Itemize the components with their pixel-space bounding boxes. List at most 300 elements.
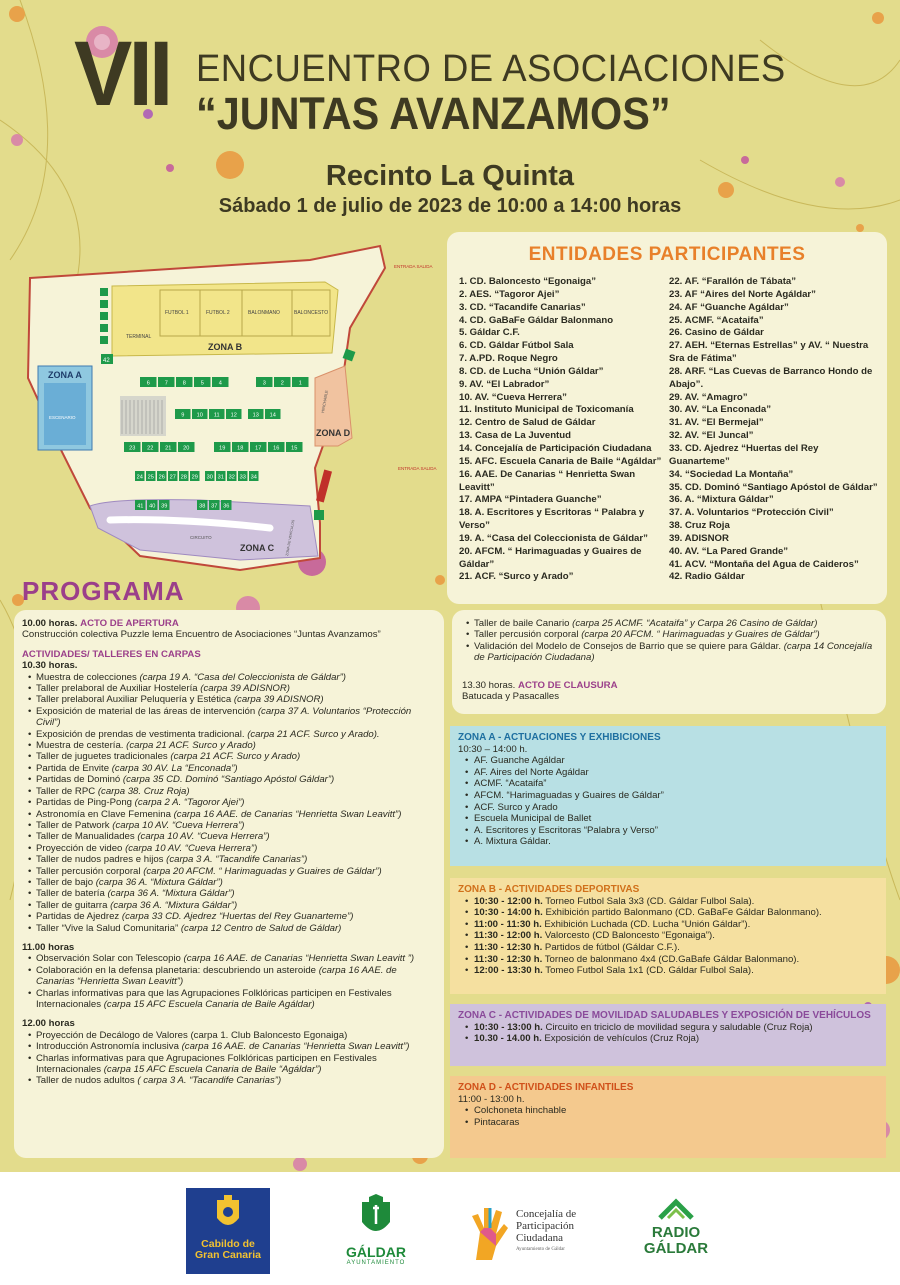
edition-numeral: VII bbox=[74, 23, 170, 125]
zone-c-list bbox=[474, 1022, 878, 1045]
activity-location: (carpa 14 Concejalía de Participación Ciudadana) bbox=[474, 640, 873, 664]
opening-title: ACTO DE APERTURA bbox=[80, 618, 179, 629]
activity-location: (carpa 3 A. “Tacandife Canarias”) bbox=[166, 854, 308, 866]
activity-name: Muestra de colecciones bbox=[36, 671, 140, 683]
radio-galdar-logo bbox=[636, 1196, 716, 1266]
activity-item bbox=[36, 672, 436, 683]
tent-label: 10 bbox=[196, 412, 203, 419]
tent-label: 6 bbox=[146, 380, 150, 387]
entities-column-2 bbox=[669, 276, 878, 584]
entity-item: 14. Concejalía de Participación Ciudadana bbox=[459, 442, 652, 454]
entity-item: 19. A. “Casa del Coleccionista de Gáldar” bbox=[459, 532, 648, 544]
activity-item bbox=[474, 629, 876, 640]
activity-name: Muestra de cestería. bbox=[36, 740, 127, 752]
activities-1100-list bbox=[36, 953, 436, 1010]
activity-location: (carpa 15 AFC Escuela Canaria de Baile Agáldar) bbox=[103, 999, 315, 1010]
entity-item: 42. Radio Gáldar bbox=[669, 571, 745, 583]
activity-name: Taller de Patwork bbox=[36, 819, 113, 831]
label-futbol2: FUTBOL 2 bbox=[206, 310, 230, 316]
activity-location: (carpa 16 AAE. de Canarias “Henrietta Swan Leavitt”) bbox=[181, 1041, 410, 1053]
zone-a-item: • AF. Guanche Agáldar bbox=[474, 755, 878, 767]
entity-item: Verso” bbox=[459, 520, 490, 532]
schedule-item bbox=[474, 919, 878, 931]
activity-item bbox=[36, 1041, 436, 1052]
activity-name: Proyección de video bbox=[36, 842, 126, 854]
schedule-item bbox=[474, 965, 878, 977]
conc-line1: Concejalía de bbox=[516, 1208, 577, 1220]
activity-location: (carpa 36 A. “Mixtura Gáldar”) bbox=[110, 899, 238, 911]
tent-label: 23 bbox=[129, 445, 136, 452]
activity-item bbox=[36, 1075, 436, 1086]
zone-a-time: 10:30 – 14:00 h. bbox=[458, 743, 528, 755]
activity-name: Introducción Astronomía inclusiva bbox=[36, 1041, 182, 1053]
label-zone-a: ZONA A bbox=[48, 370, 82, 380]
activity-item bbox=[474, 618, 876, 629]
tent-label: 4 bbox=[218, 380, 222, 387]
tent-label: 38 bbox=[199, 503, 206, 510]
activity-location: (carpa 33 CD. Ajedrez “Huertas del Rey Guanarteme”) bbox=[121, 911, 354, 923]
activity-name: Taller de bajo bbox=[36, 876, 96, 888]
schedule-time: 11:30 - 12:30 h. bbox=[474, 941, 543, 953]
zone-c-title: ZONA C - ACTIVIDADES DE MOVILIDAD SALUDABLES Y EXPOSICIÓN DE VEHÍCULOS bbox=[458, 1010, 871, 1021]
activity-location: (carpa 12 Centro de Salud de Gáldar) bbox=[180, 922, 342, 934]
zone-c-panel bbox=[450, 1004, 886, 1066]
activity-location: ( carpa 3 A. “Tacandife Canarias”) bbox=[137, 1075, 282, 1087]
continued-panel bbox=[452, 610, 886, 714]
schedule-item bbox=[474, 896, 878, 908]
programa-title: PROGRAMA bbox=[22, 576, 185, 606]
activity-name: Partidas de Dominó bbox=[36, 774, 123, 786]
closing-title: ACTO DE CLAUSURA bbox=[518, 679, 618, 691]
zone-b-list bbox=[474, 896, 878, 977]
entity-item: 29. AV. “Amagro” bbox=[669, 391, 748, 403]
galdar-logo bbox=[336, 1194, 416, 1274]
label-escenario: ESCENARIO bbox=[49, 415, 76, 420]
tent-label: 31 bbox=[217, 474, 224, 481]
zone-a-item: • A. Mixtura Gáldar. bbox=[474, 836, 878, 848]
label-balonmano: BALONMANO bbox=[248, 310, 280, 316]
activity-item bbox=[36, 923, 436, 934]
label-zone-d: ZONA D bbox=[316, 428, 351, 438]
opening-desc: Construcción colectiva Puzzle lema Encuentro de Asociaciones “Juntas Avanzamos” bbox=[22, 629, 381, 641]
activity-name: Taller “Vive la Salud Comunitaria” bbox=[36, 922, 181, 934]
entity-item: Abajo”. bbox=[669, 378, 704, 390]
schedule-item bbox=[474, 954, 878, 966]
activity-item bbox=[36, 740, 436, 751]
continued-list bbox=[474, 618, 876, 664]
schedule-time: 10:30 - 14:00 h. bbox=[474, 907, 543, 919]
activity-name: Taller de juguetes tradicionales bbox=[36, 751, 171, 763]
activities-title: ACTIVIDADES/ TALLERES EN CARPAS bbox=[22, 648, 201, 660]
activity-item bbox=[36, 797, 436, 808]
conc-line2: Participación bbox=[516, 1220, 575, 1232]
entity-item: 18. A. Escritores y Escritoras “ Palabra y bbox=[459, 507, 645, 519]
activity-name: Colaboración en la defensa planetaria: descubriendo un asteroide bbox=[36, 964, 319, 976]
activity-location: (carpa 16 AAE. de Canarias “Henrietta Swan Leavitt”) bbox=[173, 808, 402, 820]
stage bbox=[44, 383, 86, 445]
activity-name: Taller de Manualidades bbox=[36, 831, 138, 843]
entity-item: 6. CD. Gáldar Fútbol Sala bbox=[459, 340, 574, 352]
schedule-desc: Exposición de vehículos (Cruz Roja) bbox=[541, 1033, 700, 1045]
tent-label: 14 bbox=[269, 412, 276, 419]
tent-label: 41 bbox=[137, 503, 144, 510]
activity-location: (carpa 25 ACMF. “Acataifa” y Carpa 26 Casino de Gáldar) bbox=[572, 618, 818, 629]
entity-item: 8. CD. de Lucha “Unión Gáldar” bbox=[459, 365, 604, 377]
entity-item: 15. AFC. Escuela Canaria de Baile “Agáldar” bbox=[459, 455, 662, 467]
schedule-desc: Torneo Futbol Sala 3x3 (CD. Gáldar Fulbol Sala). bbox=[542, 895, 755, 907]
tent-label: 17 bbox=[255, 445, 262, 452]
entity-item: 27. AEH. “Eternas Estrellas” y AV. “ Nuestra bbox=[669, 340, 869, 352]
entity-item: 24. AF “Guanche Agáldar” bbox=[669, 301, 789, 313]
entity-item: 3. CD. “Tacandife Canarias” bbox=[459, 301, 586, 313]
entity-item: 5. Gáldar C.F. bbox=[459, 327, 520, 339]
schedule-time: 11:30 - 12:30 h. bbox=[474, 953, 543, 965]
entity-item: 10. AV. “Cueva Herrera” bbox=[459, 391, 567, 403]
entity-item: 31. AV. “El Bermejal” bbox=[669, 417, 764, 429]
activity-location: (carpa 20 AFCM. “ Harimaguadas y Guaires de Gáldar”) bbox=[581, 629, 820, 641]
activity-name: Exposición de prendas de vestimenta tradicional. bbox=[36, 728, 248, 740]
activities-1030-list bbox=[36, 672, 436, 934]
concejalia-text bbox=[516, 1208, 576, 1256]
conc-line3: Ciudadana bbox=[516, 1232, 564, 1244]
time-1030: 10.30 horas. bbox=[22, 660, 78, 672]
radio-line2: GÁLDAR bbox=[643, 1240, 709, 1257]
schedule-item bbox=[474, 930, 878, 942]
activity-location: (carpa 38. Cruz Roja) bbox=[97, 785, 190, 797]
entity-item: 25. ACMF. “Acataifa” bbox=[669, 314, 764, 326]
activity-item bbox=[36, 988, 436, 1011]
entity-item: 33. CD. Ajedrez “Huertas del Rey bbox=[669, 442, 819, 454]
entity-item: 2. AES. “Tagoror Ajei” bbox=[459, 288, 560, 300]
tent-label: 34 bbox=[250, 474, 257, 481]
galdar-sub: AYUNTAMIENTO bbox=[346, 1260, 406, 1266]
entity-item: 23. AF “Aires del Norte Agáldar” bbox=[669, 288, 816, 300]
activity-item bbox=[36, 843, 436, 854]
tent-label: 19 bbox=[219, 445, 226, 452]
poster-header bbox=[0, 0, 900, 230]
closing-desc: Batucada y Pasacalles bbox=[462, 691, 560, 703]
schedule-item bbox=[474, 1022, 878, 1034]
tent-label: 5 bbox=[200, 380, 204, 387]
schedule-time: 12:00 - 13:30 h. bbox=[474, 965, 543, 977]
cabildo-shield-icon bbox=[213, 1194, 243, 1234]
activity-item bbox=[36, 694, 436, 705]
activity-item bbox=[36, 1053, 436, 1076]
tent-label: 26 bbox=[158, 474, 165, 481]
activity-location: (carpa 21 ACF. Surco y Arado) bbox=[126, 740, 256, 752]
tent-label: 30 bbox=[206, 474, 213, 481]
tent-label: 8 bbox=[182, 380, 186, 387]
zone-d-panel bbox=[450, 1076, 886, 1158]
entities-column-1 bbox=[459, 276, 661, 584]
sponsor-footer bbox=[0, 1172, 900, 1285]
activity-name: Taller de nudos padres e hijos bbox=[36, 854, 167, 866]
time-1200: 12.00 horas bbox=[22, 1018, 75, 1030]
activity-item bbox=[36, 911, 436, 922]
activity-name: Taller de guitarra bbox=[36, 899, 111, 911]
tent-42-label: 42 bbox=[103, 358, 110, 364]
tent-label: 12 bbox=[230, 412, 237, 419]
activity-name: Taller percusión corporal bbox=[36, 865, 144, 877]
schedule-desc: Tomeo Futbol Sala 1x1 (CD. Gáldar Fulbol Sala). bbox=[542, 965, 754, 977]
activity-location: (carpa 37 A. Voluntarios “Protección Civil”) bbox=[36, 705, 412, 729]
activity-name: Partida de Envite bbox=[36, 762, 112, 774]
entity-item: 39. ADISNOR bbox=[669, 532, 729, 544]
activity-name: Astronomía en Clave Femenina bbox=[36, 808, 174, 820]
tent-label: 32 bbox=[228, 474, 235, 481]
zone-d-list bbox=[474, 1105, 878, 1128]
tent-label: 2 bbox=[280, 380, 284, 387]
activity-item bbox=[36, 774, 436, 785]
activity-location: (carpa 36 A. “Mixtura Gáldar”) bbox=[107, 888, 235, 900]
activity-item bbox=[36, 1030, 436, 1041]
entity-item: 17. AMPA “Pintadera Guanche” bbox=[459, 494, 602, 506]
tent-label: 33 bbox=[239, 474, 246, 481]
zone-d-time: 11:00 - 13:00 h. bbox=[458, 1093, 525, 1105]
activity-location: (carpa 39 ADISNOR) bbox=[233, 694, 324, 706]
time-1100: 11.00 horas bbox=[22, 941, 75, 953]
activity-name: Proyección de Decálogo de Valores (carpa 1. Club Baloncesto Egonaiga) bbox=[36, 1029, 348, 1041]
zone-d-item: • Colchoneta hinchable bbox=[474, 1105, 878, 1117]
activity-location: (carpa 21 ACF. Surco y Arado) bbox=[170, 751, 301, 763]
entity-item: 36. A. “Mixtura Gáldar” bbox=[669, 494, 774, 506]
activity-name: Partidas de Ping-Pong bbox=[36, 797, 135, 809]
entity-item: 7. A.PD. Roque Negro bbox=[459, 353, 558, 365]
schedule-item bbox=[474, 942, 878, 954]
tent-label: 13 bbox=[252, 412, 259, 419]
activity-name: Taller prelaboral de Auxiliar Hostelería bbox=[36, 683, 201, 695]
schedule-desc: Exhibición partido Balonmano (CD. GaBaFe Gáldar Balonmano). bbox=[542, 907, 822, 919]
schedule-time: 10.30 - 14.00 h. bbox=[474, 1033, 542, 1045]
activity-item bbox=[474, 641, 876, 664]
entities-panel bbox=[447, 232, 887, 604]
galdar-shield-icon bbox=[359, 1194, 393, 1240]
schedule-item bbox=[474, 907, 878, 919]
activity-location: (carpa 16 AAE. de Canarias “Henrietta Swan Leavitt”) bbox=[36, 964, 397, 988]
entity-item: 21. ACF. “Surco y Arado” bbox=[459, 571, 574, 583]
tent-label: 29 bbox=[191, 474, 198, 481]
activity-name: Taller de baile Canario bbox=[474, 618, 573, 629]
entity-item: 20. AFCM. “ Harimaguadas y Guaires de bbox=[459, 545, 642, 557]
label-entrance-right: ENTRADA SALIDA bbox=[398, 466, 437, 471]
zone-a-item: • AF. Aires del Norte Agáldar bbox=[474, 767, 878, 779]
schedule-desc: Partidos de fútbol (Gáldar C.F.). bbox=[542, 941, 680, 953]
schedule-time: 11:30 - 12:00 h. bbox=[474, 930, 543, 942]
tent-label: 21 bbox=[165, 445, 172, 452]
label-hinchable: HINCHABLE bbox=[320, 389, 329, 414]
activity-item bbox=[36, 965, 436, 988]
activity-item bbox=[36, 751, 436, 762]
label-zona-vehiculos: ZONA DE VEHÍCULOS bbox=[285, 519, 296, 557]
activity-item bbox=[36, 953, 436, 964]
activity-name: Partidas de Ajedrez bbox=[36, 911, 122, 923]
entity-item: 26. Casino de Gáldar bbox=[669, 327, 764, 339]
tent-label: 7 bbox=[164, 380, 168, 387]
label-zone-b: ZONA B bbox=[208, 342, 243, 352]
tent-label: 24 bbox=[136, 474, 143, 481]
entity-item: 22. AF. “Farallón de Tábata” bbox=[669, 276, 797, 287]
concejalia-hand-icon bbox=[466, 1202, 510, 1262]
activity-location: (carpa 10 AV. “Cueva Herrera”) bbox=[137, 831, 270, 843]
radio-roof-icon bbox=[656, 1196, 696, 1220]
entity-item: 40. AV. “La Pared Grande” bbox=[669, 545, 789, 557]
activity-location: (carpa 39 ADISNOR) bbox=[200, 683, 290, 695]
tent-label: 15 bbox=[291, 445, 298, 452]
activity-name: Taller percusión corporal bbox=[474, 629, 582, 641]
entrance-marker bbox=[316, 470, 332, 503]
zone-a-list bbox=[474, 755, 878, 848]
tent-label: 36 bbox=[223, 503, 230, 510]
tent-label: 22 bbox=[147, 445, 154, 452]
entity-item: 12. Centro de Salud de Gáldar bbox=[459, 417, 596, 429]
activity-item bbox=[36, 809, 436, 820]
venue-map bbox=[20, 238, 440, 583]
tent-label: 39 bbox=[161, 503, 168, 510]
zone-a-item: • ACMF. “Acataifa” bbox=[474, 778, 878, 790]
activity-item bbox=[36, 786, 436, 797]
entity-item: 1. CD. Baloncesto “Egonaiga” bbox=[459, 276, 597, 287]
tent-label: 9 bbox=[181, 412, 185, 419]
entity-item: Sra de Fátima” bbox=[669, 353, 737, 365]
activity-item bbox=[36, 888, 436, 899]
tent-label: 37 bbox=[211, 503, 218, 510]
zone-d-title: ZONA D - ACTIVIDADES INFANTILES bbox=[458, 1082, 634, 1093]
entity-item: 4. CD. GaBaFe Gáldar Balonmano bbox=[459, 314, 614, 326]
activity-item bbox=[36, 820, 436, 831]
activity-location: (carpa 10 AV. “Cueva Herrera”) bbox=[112, 819, 245, 831]
entity-item: Guanarteme” bbox=[669, 455, 730, 467]
label-baloncesto: BALONCESTO bbox=[294, 310, 329, 316]
tent-label: 28 bbox=[180, 474, 187, 481]
tent-label: 27 bbox=[169, 474, 176, 481]
entity-item: 41. ACV. “Montaña del Agua de Caideros” bbox=[669, 558, 859, 570]
zone-a-item: • A. Escritores y Escritoras “Palabra y Verso” bbox=[474, 825, 878, 837]
closing-time: 13.30 horas. bbox=[462, 679, 516, 691]
cabildo-line1: Cabildo de bbox=[201, 1238, 255, 1250]
zone-d-item: • Pintacaras bbox=[474, 1117, 878, 1129]
closing-line bbox=[462, 680, 876, 691]
activity-item bbox=[36, 854, 436, 865]
schedule-time: 11:00 - 11:30 h. bbox=[474, 918, 542, 930]
entity-item: 9. AV. “El Labrador” bbox=[459, 378, 550, 390]
activity-name: Charlas informativas para que las Agrupaciones Folklóricas participen en Festivales Internacionales bbox=[36, 987, 392, 1010]
schedule-item bbox=[474, 1033, 878, 1045]
activity-name: Taller de RPC bbox=[36, 785, 98, 797]
entity-item: 35. CD. Dominó “Santiago Apóstol de Gáldar” bbox=[669, 481, 878, 493]
cabildo-line2: Gran Canaria bbox=[195, 1249, 261, 1261]
opening-time: 10.00 horas. bbox=[22, 618, 78, 629]
activity-item bbox=[36, 831, 436, 842]
activity-item bbox=[36, 683, 436, 694]
tent-label: 1 bbox=[298, 380, 302, 387]
concejalia-logo bbox=[466, 1202, 606, 1266]
entity-item: 32. AV. “El Juncal” bbox=[669, 430, 754, 442]
activity-item bbox=[36, 706, 436, 729]
activity-item bbox=[36, 763, 436, 774]
label-terminal: TERMINAL bbox=[126, 334, 152, 340]
schedule-time: 10:30 - 13:00 h. bbox=[474, 1021, 543, 1033]
event-date: Sábado 1 de julio de 2023 de 10:00 a 14:00 horas bbox=[218, 195, 682, 217]
label-circuito: CIRCUITO bbox=[190, 535, 212, 540]
activity-item bbox=[36, 866, 436, 877]
radio-line1: RADIO bbox=[651, 1224, 701, 1241]
title-line-1: ENCUENTRO DE ASOCIACIONES bbox=[196, 48, 786, 90]
schedule-desc: Valorcesto (CD Baloncesto “Egonaiga”). bbox=[542, 930, 715, 942]
zone-a-item: • Escuela Municipal de Ballet bbox=[474, 813, 878, 825]
conc-sub: Ayuntamiento de Gáldar bbox=[516, 1247, 565, 1252]
activity-location: (carpa 10 AV. “Cueva Herrera”) bbox=[125, 842, 258, 854]
activity-name: Taller de nudos adultos bbox=[36, 1075, 138, 1087]
activity-name: Taller prelaboral Auxiliar Peluquería y Estética bbox=[36, 694, 234, 706]
entity-item: 34. “Sociedad La Montaña” bbox=[669, 468, 794, 480]
entity-item: 38. Cruz Roja bbox=[669, 520, 730, 532]
tent-label: 3 bbox=[262, 380, 266, 387]
entity-item: 30. AV. “La Enconada” bbox=[669, 404, 772, 416]
entity-item: 11. Instituto Municipal de Toxicomanía bbox=[459, 404, 634, 416]
galdar-name: GÁLDAR bbox=[346, 1244, 406, 1260]
zone-a-item: • AFCM. “Harimaguadas y Guaires de Gáldar” bbox=[474, 790, 878, 802]
entity-item: Gáldar” bbox=[459, 558, 495, 570]
entity-item: 28. ARF. “Las Cuevas de Barranco Hondo de bbox=[669, 365, 873, 377]
zone-a-item: • ACF. Surco y Arado bbox=[474, 802, 878, 814]
entities-title: ENTIDADES PARTICIPANTES bbox=[528, 244, 806, 265]
tent-label: 40 bbox=[149, 503, 156, 510]
tent-label: 16 bbox=[273, 445, 280, 452]
schedule-desc: Circuito en triciclo de movilidad segura y saludable (Cruz Roja) bbox=[542, 1021, 813, 1033]
zone-b-title: ZONA B - ACTIVIDADES DEPORTIVAS bbox=[458, 884, 640, 895]
activity-location: (carpa 20 AFCM. “ Harimaguadas y Guaires de Gáldar”) bbox=[143, 865, 382, 877]
zone-a-title: ZONA A - ACTUACIONES Y EXHIBICIONES bbox=[458, 732, 661, 743]
activity-item bbox=[36, 877, 436, 888]
activity-item bbox=[36, 900, 436, 911]
cabildo-logo bbox=[186, 1188, 270, 1274]
entity-item: 37. A. Voluntarios “Protección Civil” bbox=[669, 507, 834, 519]
entity-item: 13. Casa de La Juventud bbox=[459, 430, 571, 442]
entity-item: 16. AAE. De Canarias “ Henrietta Swan bbox=[459, 468, 636, 480]
zone-b-panel bbox=[450, 878, 886, 994]
activities-1200-list bbox=[36, 1030, 436, 1087]
tent-label: 20 bbox=[183, 445, 190, 452]
activity-item bbox=[36, 729, 436, 740]
activity-name: Taller de batería bbox=[36, 888, 108, 900]
event-place: Recinto La Quinta bbox=[325, 160, 575, 192]
activity-location: (carpa 30 AV. La “Enconada”) bbox=[111, 762, 238, 774]
tent-label: 18 bbox=[237, 445, 244, 452]
label-futbol1: FUTBOL 1 bbox=[165, 310, 189, 316]
activity-name: Charlas informativas para que Agrupaciones Folklóricas participen en Festivales Internacionales bbox=[36, 1052, 377, 1076]
schedule-time: 10:30 - 12:00 h. bbox=[474, 895, 543, 907]
tent-label: 11 bbox=[213, 412, 220, 419]
activity-name: Exposición de material de las áreas de intervención bbox=[36, 705, 258, 717]
activity-location: (carpa 36 A. “Mixtura Gáldar”) bbox=[95, 876, 223, 888]
label-entrance-top: ENTRADA SALIDA bbox=[394, 264, 433, 269]
zone-a-panel bbox=[450, 726, 886, 866]
schedule-desc: Exhibición Luchada (CD. Lucha “Unión Gáldar”). bbox=[541, 918, 751, 930]
title-line-2: “JUNTAS AVANZAMOS” bbox=[196, 88, 671, 139]
activity-location: (carpa 15 AFC Escuela Canaria de Baile “Agáldar”) bbox=[103, 1064, 322, 1076]
activity-name: Observación Solar con Telescopio bbox=[36, 953, 184, 965]
tent-label: 25 bbox=[147, 474, 154, 481]
activity-location: (carpa 2 A. “Tagoror Ajei”) bbox=[134, 797, 245, 809]
entity-item: Leavitt” bbox=[459, 481, 495, 493]
label-zone-c: ZONA C bbox=[240, 543, 275, 553]
schedule-desc: Torneo de balonmano 4x4 (CD.GaBafe Gáldar Balonmano). bbox=[542, 953, 800, 965]
programa-panel bbox=[14, 610, 444, 1158]
activity-location: (carpa 19 A. “Casa del Coleccionista de Gáldar”) bbox=[139, 671, 346, 683]
activity-name: Validación del Modelo de Consejos de Barrio que se quiere para Gáldar. bbox=[474, 640, 784, 652]
opening-line bbox=[22, 618, 436, 629]
activity-location: (carpa 21 ACF. Surco y Arado). bbox=[247, 728, 380, 740]
